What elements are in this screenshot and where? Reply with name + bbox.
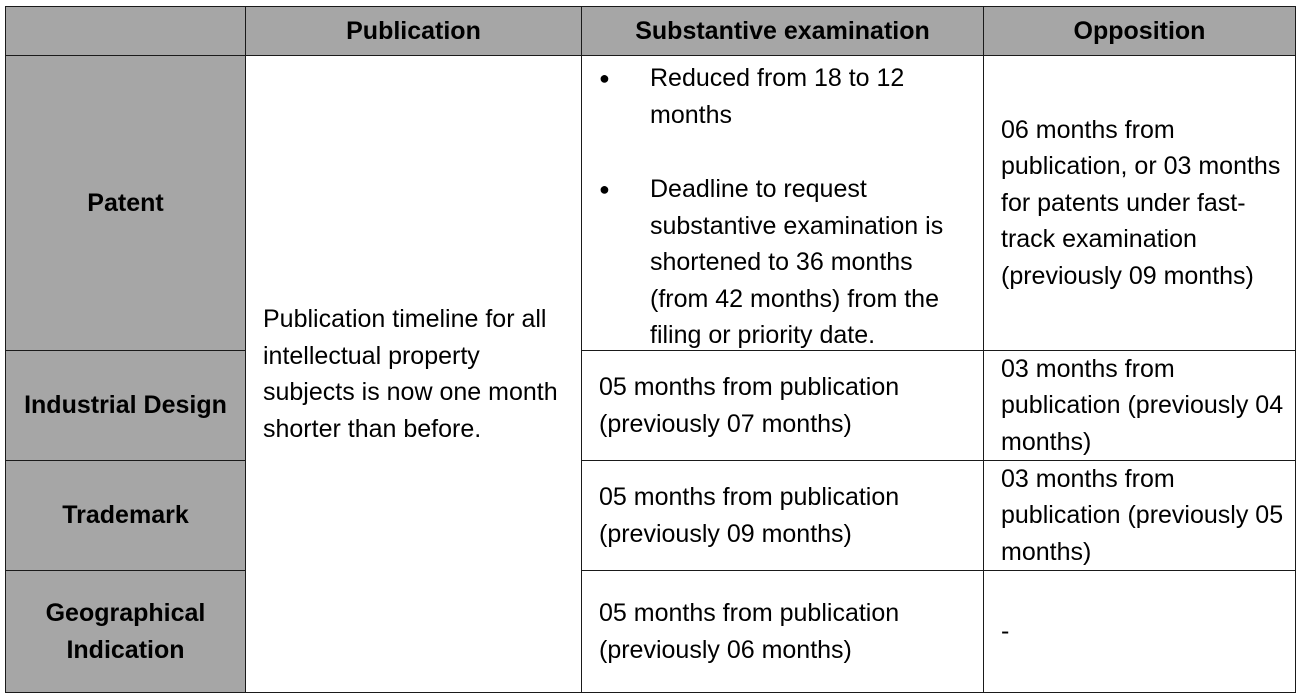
industrial-design-opposition-cell	[983, 350, 1296, 461]
geographical-indication-substantive-cell	[581, 570, 984, 693]
geographical-indication-opposition: -	[1001, 617, 1010, 646]
row-label-trademark: Trademark	[62, 501, 189, 530]
industrial-design-substantive: 05 months from publication (previously 07 months)	[599, 373, 900, 438]
patent-opposition-cell	[983, 55, 1296, 351]
header-substantive-label: Substantive examination	[635, 16, 930, 45]
geographical-indication-substantive: 05 months from publication (previously 06 months)	[599, 599, 900, 664]
industrial-design-substantive-cell	[581, 350, 984, 461]
header-opposition-label: Opposition	[1073, 16, 1206, 45]
row-header-geographical-indication	[5, 570, 246, 693]
patent-opposition: 06 months from publication, or 03 months for patents under fast-track examination (previously 09 months)	[1001, 115, 1281, 290]
row-label-patent: Patent	[87, 188, 164, 217]
publication-note-cell	[245, 55, 582, 693]
trademark-substantive-cell	[581, 460, 984, 571]
row-label-geographical-indication: Geographical Indication	[45, 599, 206, 664]
header-opposition	[983, 6, 1296, 56]
row-header-trademark	[5, 460, 246, 571]
trademark-substantive: 05 months from publication (previously 09 months)	[599, 483, 900, 548]
patent-substantive-cell	[581, 55, 984, 351]
row-header-industrial-design	[5, 350, 246, 461]
row-header-patent	[5, 55, 246, 351]
geographical-indication-opposition-cell	[983, 570, 1296, 693]
header-corner	[5, 6, 246, 56]
comparison-table	[5, 6, 1296, 693]
header-publication	[245, 6, 582, 56]
bullet-item: ● Reduced from 18 to 12 months	[599, 60, 973, 133]
bullet-item: ● Deadline to request substantive examination is shortened to 36 months (from 42 months) from the filing or priority date.	[599, 171, 973, 354]
header-publication-label: Publication	[346, 16, 481, 45]
header-substantive-examination	[581, 6, 984, 56]
industrial-design-opposition: 03 months from publication (previously 04 months)	[1001, 354, 1284, 456]
trademark-opposition: 03 months from publication (previously 05 months)	[1001, 464, 1284, 566]
trademark-opposition-cell	[983, 460, 1296, 571]
patent-substantive-list	[599, 60, 973, 354]
publication-note: Publication timeline for all intellectual property subjects is now one month shorter than before.	[263, 305, 558, 443]
row-label-industrial-design: Industrial Design	[24, 391, 227, 420]
